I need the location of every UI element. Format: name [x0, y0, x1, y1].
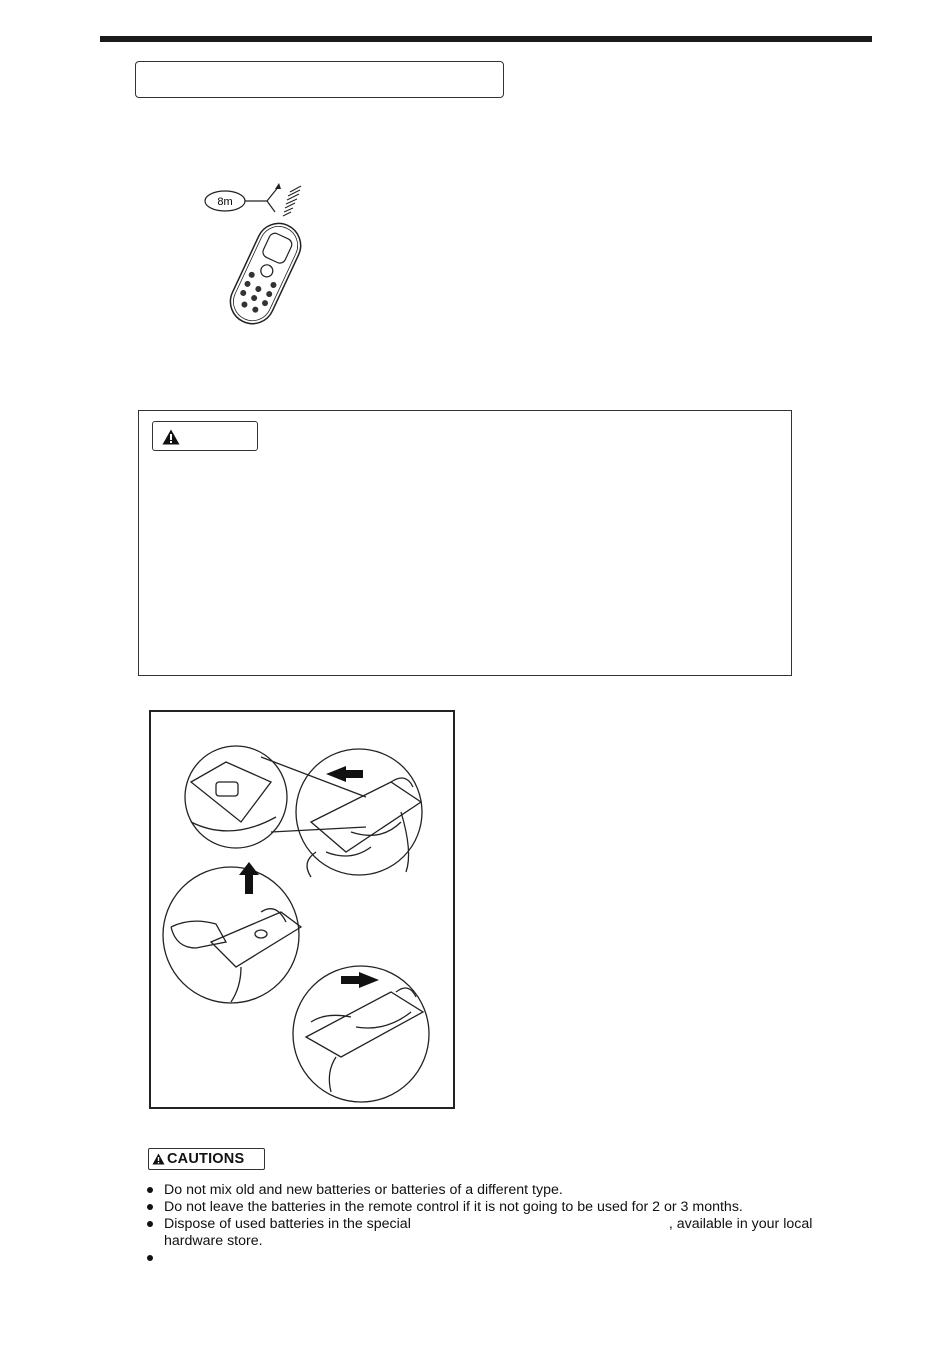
warning-triangle-icon — [162, 429, 180, 445]
caution-item — [147, 1250, 852, 1267]
step-open-circle — [296, 749, 422, 875]
top-rule — [100, 36, 872, 42]
caution-text-b: , available in your local — [668, 1216, 813, 1232]
remote-control-illustration — [195, 180, 315, 330]
cautions-tag — [148, 1148, 265, 1170]
cautions-list — [147, 1182, 852, 1267]
warning-triangle-icon — [152, 1153, 165, 1165]
battery-illustration-panel — [149, 710, 455, 1109]
caution-text-a: Dispose of used batteries in the special — [164, 1216, 411, 1232]
caution-text: Do not leave the batteries in the remote control if it is not going to be used for 2 or 3 months. — [164, 1199, 743, 1215]
caution-item — [147, 1182, 852, 1199]
section-title-box — [135, 61, 504, 98]
step-remove-circle — [163, 867, 299, 1003]
bullet-icon — [147, 1187, 153, 1193]
caution-text: Do not mix old and new batteries or batteries of a different type. — [164, 1182, 563, 1198]
bullet-icon — [147, 1255, 153, 1261]
bullet-icon — [147, 1204, 153, 1210]
caution-text-c: hardware store. — [164, 1233, 263, 1249]
signal-waves-icon — [283, 186, 301, 216]
arrow-left-icon — [326, 766, 363, 782]
range-label: 8m — [217, 196, 233, 208]
arrow-right-icon — [341, 972, 379, 988]
warning-tag — [152, 421, 258, 451]
arrow-up-icon — [239, 862, 259, 894]
caution-item — [147, 1216, 852, 1250]
bullet-icon — [147, 1221, 153, 1227]
remote-body — [223, 216, 308, 330]
battery-replacement-illustration — [151, 712, 453, 1107]
cautions-title: CAUTIONS — [167, 1151, 245, 1167]
caution-item — [147, 1199, 852, 1216]
